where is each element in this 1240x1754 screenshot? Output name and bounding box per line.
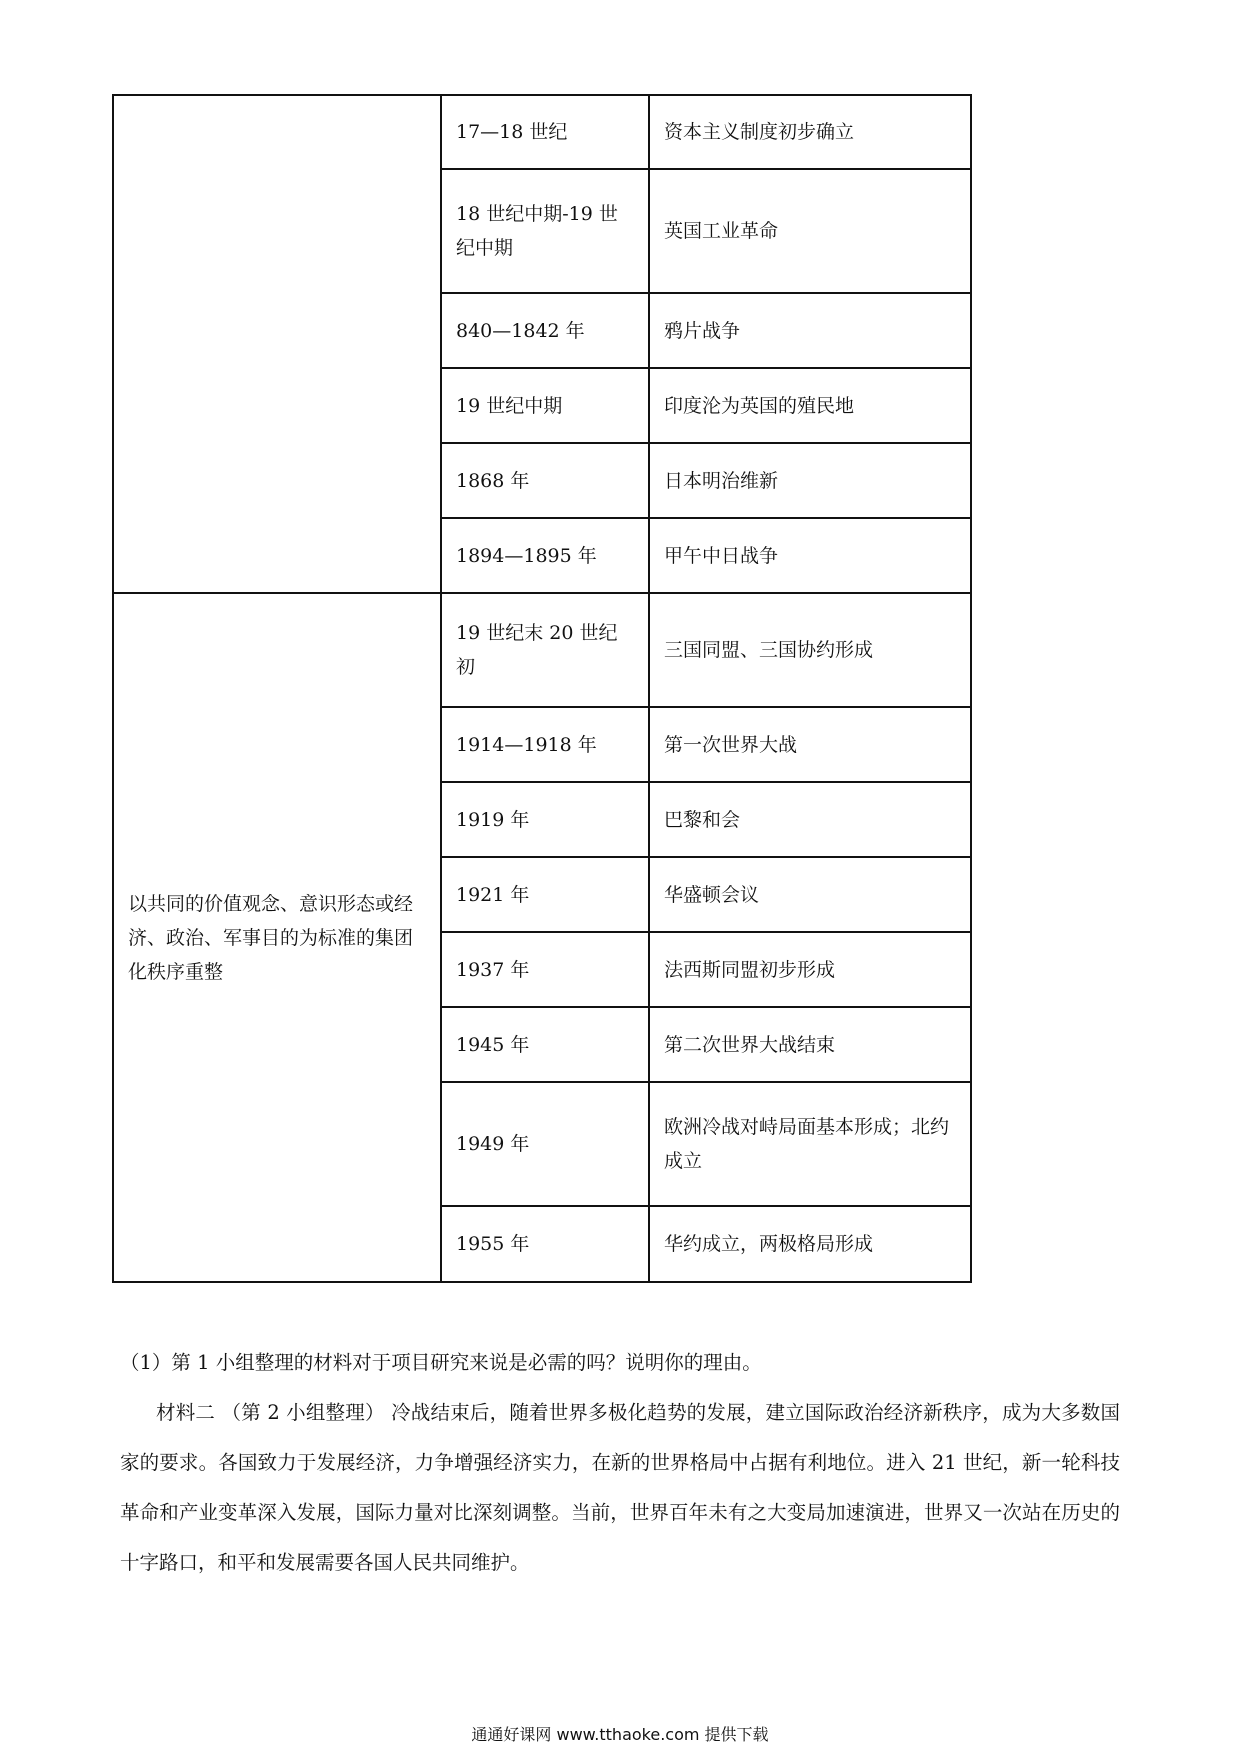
period-cell: 1945 年 xyxy=(441,1007,649,1082)
period-cell: 19 世纪中期 xyxy=(441,368,649,443)
category-cell: 以共同的价值观念、意识形态或经济、政治、军事目的为标准的集团化秩序重整 xyxy=(113,593,441,1282)
timeline-table xyxy=(112,94,972,1283)
category-cell xyxy=(113,95,441,593)
period-cell: 1919 年 xyxy=(441,782,649,857)
event-cell: 三国同盟、三国协约形成 xyxy=(649,593,971,707)
period-cell: 1955 年 xyxy=(441,1206,649,1282)
period-cell: 18 世纪中期-19 世纪中期 xyxy=(441,169,649,293)
event-cell: 欧洲冷战对峙局面基本形成；北约成立 xyxy=(649,1082,971,1206)
event-cell: 甲午中日战争 xyxy=(649,518,971,593)
period-cell: 1914—1918 年 xyxy=(441,707,649,782)
period-cell: 1921 年 xyxy=(441,857,649,932)
event-cell: 华约成立，两极格局形成 xyxy=(649,1206,971,1282)
table-row xyxy=(113,593,971,707)
page-footer: 通通好课网 www.tthaoke.com 提供下载 xyxy=(471,1725,769,1744)
period-cell: 17—18 世纪 xyxy=(441,95,649,169)
period-cell: 1868 年 xyxy=(441,443,649,518)
period-cell: 19 世纪末 20 世纪初 xyxy=(441,593,649,707)
event-cell: 印度沦为英国的殖民地 xyxy=(649,368,971,443)
event-cell: 资本主义制度初步确立 xyxy=(649,95,971,169)
event-cell: 鸦片战争 xyxy=(649,293,971,368)
period-cell: 840—1842 年 xyxy=(441,293,649,368)
table-row xyxy=(113,95,971,169)
period-cell: 1949 年 xyxy=(441,1082,649,1206)
questions-section xyxy=(120,1338,1120,1588)
material-2-paragraph: 材料二 （第 2 小组整理） 冷战结束后，随着世界多极化趋势的发展，建立国际政治经济新秩序，成为大多数国家的要求。各国致力于发展经济，力争增强经济实力，在新的世界格局中占据有利地位。进入 21 世纪，新一轮科技革命和产业变革深入发展，国际力量对比深刻调整。当前，世界百年未有之大变局加速演进，世界又一次站在历史的十字路口，和平和发展需要各国人民共同维护。 xyxy=(120,1401,1120,1574)
event-cell: 第一次世界大战 xyxy=(649,707,971,782)
event-cell: 英国工业革命 xyxy=(649,169,971,293)
event-cell: 法西斯同盟初步形成 xyxy=(649,932,971,1007)
event-cell: 华盛顿会议 xyxy=(649,857,971,932)
event-cell: 巴黎和会 xyxy=(649,782,971,857)
period-cell: 1894—1895 年 xyxy=(441,518,649,593)
period-cell: 1937 年 xyxy=(441,932,649,1007)
event-cell: 日本明治维新 xyxy=(649,443,971,518)
question-1: （1）第 1 小组整理的材料对于项目研究来说是必需的吗？说明你的理由。 xyxy=(120,1351,762,1374)
event-cell: 第二次世界大战结束 xyxy=(649,1007,971,1082)
